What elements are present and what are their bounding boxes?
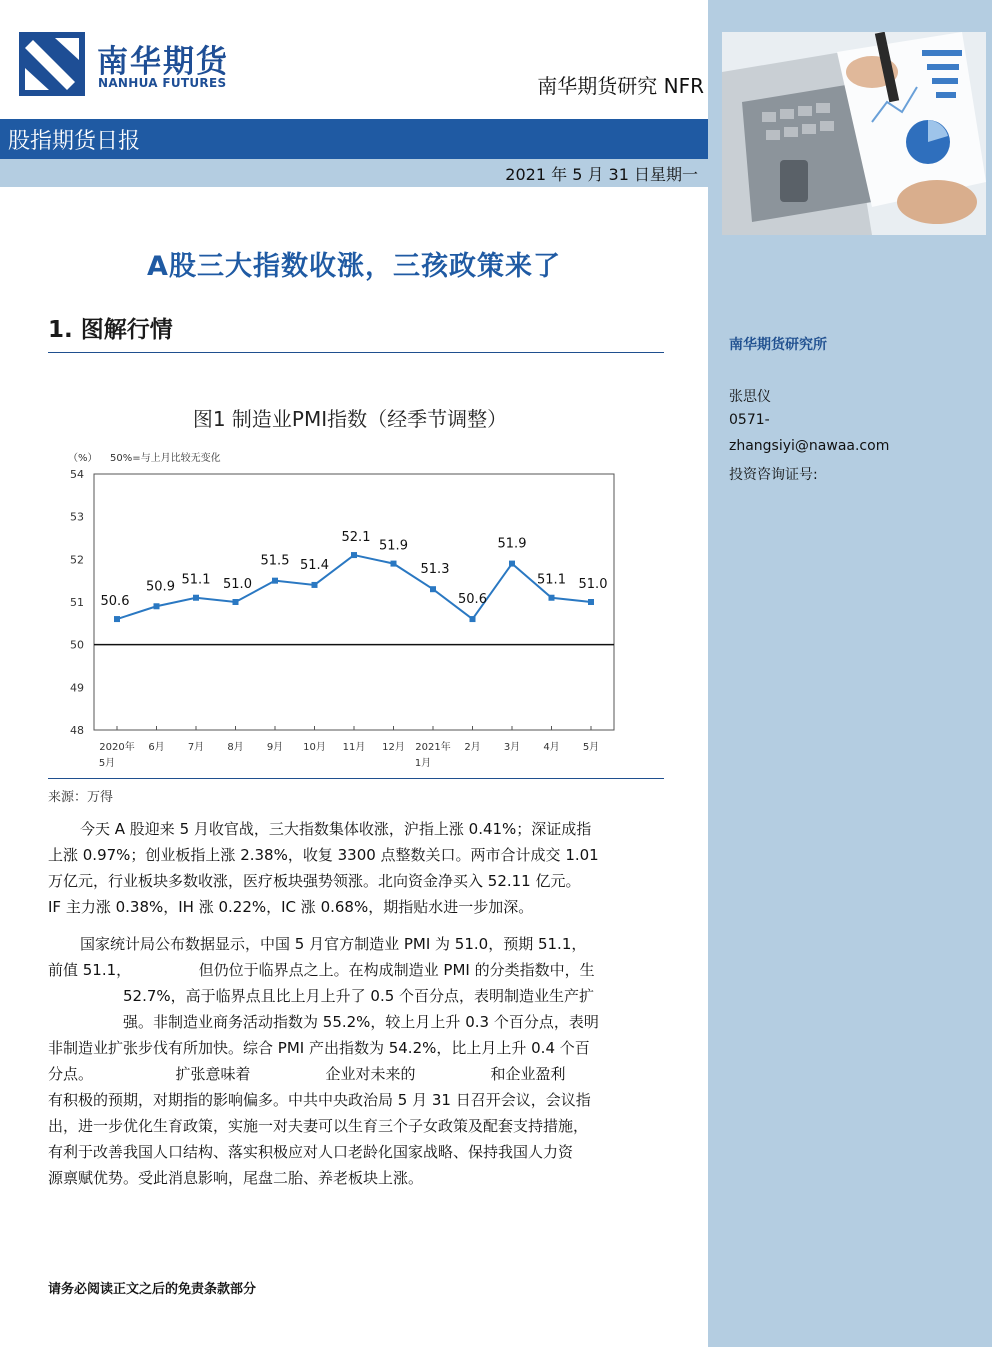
author-name: 张思仪 — [729, 389, 771, 405]
pmi-line-chart — [40, 440, 630, 775]
disclaimer-note: 请务必阅读正文之后的免责条款部分 — [48, 1282, 257, 1297]
x-tick-label: 1月 — [414, 758, 432, 769]
data-point — [391, 561, 397, 567]
paragraph-line: 非制造业扩张步伐有所加快。综合 PMI 产出指数为 54.2%，比上月上升 0.4 个百 — [48, 1039, 590, 1057]
data-label: 50.6 — [100, 594, 130, 610]
data-label: 50.9 — [146, 579, 175, 595]
x-tick-label: 9月 — [266, 742, 284, 753]
x-tick-label: 7月 — [187, 742, 205, 753]
y-tick-label: 52 — [70, 553, 84, 567]
chart-title: 图1 制造业PMI指数（经季节调整） — [192, 407, 508, 431]
x-tick-label: 11月 — [342, 742, 366, 753]
header-photo-laptop-charts — [722, 32, 986, 235]
sidebar-org-name: 南华期货研究所 — [729, 337, 827, 353]
data-label: 51.1 — [537, 572, 566, 588]
y-tick-label: 53 — [70, 510, 84, 524]
x-tick-label: 3月 — [503, 742, 521, 753]
data-point — [430, 586, 436, 592]
chart-note: 50%=与上月比较无变化 — [110, 453, 221, 464]
chart-source: 来源：万得 — [48, 790, 114, 805]
paragraph-line: 万亿元，行业板块多数收涨，医疗板块强势领涨。北向资金净买入 52.11 亿元。 — [48, 872, 581, 890]
x-tick-label: 4月 — [543, 742, 560, 753]
data-label: 50.6 — [458, 592, 487, 608]
paragraph-line: 分点。 扩张意味着 企业对未来的 和企业盈利 — [48, 1065, 566, 1083]
data-point — [509, 561, 515, 567]
data-label: 52.1 — [341, 530, 371, 546]
report-date: 2021 年 5 月 31 日星期一 — [505, 165, 698, 184]
data-label: 51.0 — [578, 577, 608, 592]
paragraph-line: 52.7%，高于临界点且比上月上升了 0.5 个百分点，表明制造业生产扩 — [48, 987, 595, 1005]
data-label: 51.3 — [420, 562, 450, 578]
y-tick-label: 51 — [70, 596, 84, 609]
y-tick-label: 48 — [70, 724, 84, 737]
data-label: 51.9 — [379, 538, 408, 554]
data-label: 51.9 — [497, 536, 527, 552]
data-point — [272, 578, 278, 584]
x-tick-label: 8月 — [227, 742, 244, 753]
data-label: 51.0 — [223, 577, 252, 592]
data-label: 51.5 — [260, 553, 290, 569]
chart-unit-label: （%） — [68, 453, 98, 464]
paragraph-line: IF 主力涨 0.38%，IH 涨 0.22%，IC 涨 0.68%，期指贴水进一步加深。 — [48, 898, 534, 916]
data-point — [154, 603, 160, 609]
data-point — [114, 616, 120, 622]
paragraph-line: 前值 51.1， 但仍位于临界点之上。在构成制造业 PMI 的分类指数中，生 — [48, 961, 595, 979]
data-label: 51.4 — [300, 557, 329, 573]
report-type: 股指期货日报 — [8, 129, 141, 154]
y-tick-label: 49 — [70, 681, 84, 695]
headline: A股三大指数收涨，三孩政策来了 — [147, 251, 561, 282]
y-tick-label: 54 — [70, 468, 84, 481]
section-title: 1. 图解行情 — [48, 317, 173, 343]
logo-chinese-name: 南华期货 — [97, 44, 229, 80]
x-tick-label: 2021年 — [415, 742, 451, 753]
data-point — [193, 595, 199, 601]
chart-divider — [48, 778, 664, 779]
paragraph-line: 出，进一步优化生育政策，实施一对夫妻可以生育三个子女政策及配套支持措施， — [48, 1117, 589, 1135]
paragraph-line: 源禀赋优势。受此消息影响，尾盘二胎、养老板块上涨。 — [48, 1169, 424, 1187]
logo-english-name: NANHUA FUTURES — [98, 76, 227, 90]
x-tick-label: 2020年 — [99, 742, 135, 753]
paragraph-line: 上涨 0.97%；创业板指上涨 2.38%，收复 3300 点整数关口。两市合计成交 1.01 — [48, 846, 599, 864]
paragraph-line: 国家统计局公布数据显示，中国 5 月官方制造业 PMI 为 51.0，预期 51.1， — [80, 935, 587, 953]
paragraph-pmi-policy — [48, 931, 664, 1191]
x-tick-label: 5月 — [582, 742, 600, 753]
paragraph-line: 今天 A 股迎来 5 月收官战，三大指数集体收涨，沪指上涨 0.41%；深证成指 — [80, 820, 592, 838]
paragraph-line: 有积极的预期，对期指的影响偏多。中共中央政治局 5 月 31 日召开会议，会议指 — [48, 1091, 591, 1109]
x-tick-label: 6月 — [148, 742, 165, 753]
x-tick-label: 5月 — [98, 758, 116, 769]
license-number: 投资咨询证号: — [729, 467, 818, 483]
section-divider — [48, 352, 664, 353]
data-point — [549, 595, 555, 601]
nanhua-logo-icon — [19, 32, 85, 96]
paragraph-market-summary — [48, 816, 664, 920]
x-tick-label: 10月 — [303, 742, 326, 753]
data-point — [312, 582, 318, 588]
data-point — [351, 552, 357, 558]
data-point — [233, 599, 239, 605]
paragraph-line: 强。非制造业商务活动指数为 55.2%，较上月上升 0.3 个百分点，表明 — [48, 1013, 599, 1031]
x-tick-label: 12月 — [382, 742, 405, 753]
paragraph-line: 有利于改善我国人口结构、落实积极应对人口老龄化国家战略、保持我国人力资 — [48, 1143, 574, 1161]
research-label: 南华期货研究 NFR — [537, 74, 704, 98]
data-point — [470, 616, 476, 622]
author-email[interactable]: zhangsiyi@nawaa.com — [729, 438, 890, 454]
y-tick-label: 50 — [70, 638, 84, 652]
x-tick-label: 2月 — [464, 742, 481, 753]
data-point — [588, 599, 594, 605]
author-phone: 0571- — [729, 412, 770, 428]
data-label: 51.1 — [181, 572, 211, 588]
